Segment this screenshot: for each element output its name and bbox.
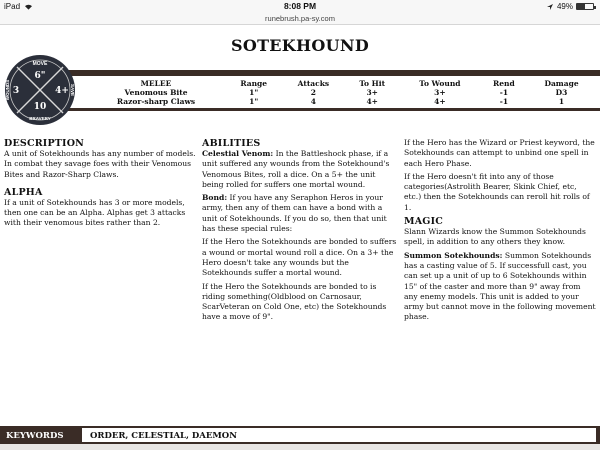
weapon-to-wound: 3+ — [434, 88, 446, 97]
bond-rule: If the Hero doesn't fit into any of those categories(Astrolith Bearer, Skink Chief, etc, etc.) then the Sotekhounds can reroll hit rolls of 1. — [404, 171, 590, 212]
abilities-heading: ABILITIES — [202, 138, 261, 149]
header-range: Range — [240, 79, 268, 88]
save-value: 4+ — [55, 86, 69, 96]
battery-percent: 49% — [556, 2, 573, 11]
weapon-rend: -1 — [499, 97, 509, 106]
keywords-values: ORDER, CELESTIAL, DAEMON — [90, 431, 237, 441]
status-right — [546, 2, 594, 11]
description-column — [4, 138, 196, 232]
battery-fill — [577, 4, 585, 9]
weapon-range: 1" — [249, 88, 259, 97]
weapon-rend: -1 — [499, 88, 509, 97]
weapon-name: Venomous Bite — [124, 88, 188, 97]
save-label: SAVE — [70, 84, 75, 96]
bond-rule: If the Hero the Sotekhounds are bonded to is riding something(Oldblood on Carnosaur, ScarVeteran on Cold One, etc) the Sotekhounds have a move of 9". — [202, 281, 387, 322]
magic-intro: Slann Wizards know the Summon Sotekhounds spell, in addition to any others they know. — [404, 227, 586, 247]
header-attacks: Attacks — [297, 79, 330, 88]
weapons-table — [86, 79, 596, 106]
status-bar — [0, 0, 600, 13]
characteristics-badge — [4, 54, 76, 126]
bravery-value: 10 — [33, 102, 47, 112]
alpha-text: If a unit of Sotekhounds has 3 or more models, then one can be an Alpha. Alphas get 3 attacks with their venomous bites rather than 2. — [4, 197, 186, 228]
weapon-name: Razor-sharp Claws — [116, 97, 196, 106]
ability-celestial-venom — [202, 149, 398, 190]
header-melee: MELEE — [140, 79, 172, 88]
magic-column — [404, 138, 596, 326]
move-value: 6" — [34, 71, 46, 81]
ability-name: Bond: — [202, 193, 228, 203]
ability-bond — [202, 193, 398, 234]
bond-rule: If the Hero has the Wizard or Priest keyword, the Sotekhounds can attempt to unbind one spell in each Hero Phase. — [404, 138, 595, 168]
weapons-header-row — [86, 79, 596, 88]
location-icon — [546, 3, 554, 11]
spell-name: Summon Sotekhounds: — [404, 250, 503, 260]
alpha-heading: ALPHA — [4, 186, 43, 198]
weapon-damage: D3 — [555, 88, 568, 97]
table-row — [86, 97, 596, 106]
weapon-damage: 1 — [558, 97, 565, 106]
keywords-label: KEYWORDS — [6, 431, 64, 441]
description-text: A unit of Sotekhounds has any number of models. In combat they savage foes with their Venomous Bites and Razor-Sharp Claws. — [4, 149, 196, 179]
weapon-attacks: 2 — [310, 88, 317, 97]
battery-icon — [576, 3, 594, 10]
weapon-header-band — [60, 70, 600, 76]
spell-summon-sotekhounds — [404, 251, 596, 323]
magic-heading: MAGIC — [404, 216, 444, 228]
header-rend: Rend — [493, 79, 515, 88]
status-time: 8:08 PM — [283, 1, 317, 11]
table-row — [86, 88, 596, 97]
weapon-attacks: 4 — [310, 97, 317, 106]
bond-rule: If the Hero the Sotekhounds are bonded to suffers a wound or mortal wound roll a dice. On a 3+ the Hero doesn't take any wounds but the Sotekhounds suffer a mortal wound. — [202, 237, 397, 278]
ability-text: If you have any Seraphon Heros in your army, then any of them can have a bond with a unit of Sotekhounds. If you do so, then that unit has these special rules: — [202, 193, 387, 234]
weapon-footer-band — [60, 108, 600, 111]
bottom-strip — [0, 444, 600, 450]
wounds-value: 3 — [12, 86, 20, 96]
move-label: MOVE — [32, 61, 48, 67]
weapon-to-hit: 4+ — [366, 97, 378, 106]
abilities-column — [202, 138, 398, 326]
device-name: iPad — [4, 2, 21, 11]
header-damage: Damage — [544, 79, 579, 88]
ability-text: In the Battleshock phase, if a unit suffered any wounds from the Sotekhound's Venomous Bites, roll a dice. On a 5+ the unit being rolled for suffers one mortal wound. — [202, 149, 390, 189]
weapon-to-hit: 3+ — [366, 88, 378, 97]
description-heading: DESCRIPTION — [4, 138, 85, 149]
wounds-label: WOUNDS — [5, 79, 10, 101]
weapon-to-wound: 4+ — [434, 97, 446, 106]
weapon-range: 1" — [249, 97, 259, 106]
page-title: SOTEKHOUND — [230, 36, 369, 55]
bravery-label: BRAVERY — [29, 116, 51, 121]
header-to-wound: To Wound — [419, 79, 461, 88]
spell-text: Summon Sotekhounds has a casting value of 5. If successfull cast, you can set up a unit of up to 6 Sotekhounds within 15" of the caster and more than 9" away from any enemy models. This unit is added to your army but cannot move in the following movement phase. — [404, 250, 596, 322]
ability-name: Celestial Venom: — [202, 149, 274, 158]
url-bar[interactable]: runebrush.pa-sy.com — [0, 13, 600, 25]
header-to-hit: To Hit — [359, 79, 386, 88]
